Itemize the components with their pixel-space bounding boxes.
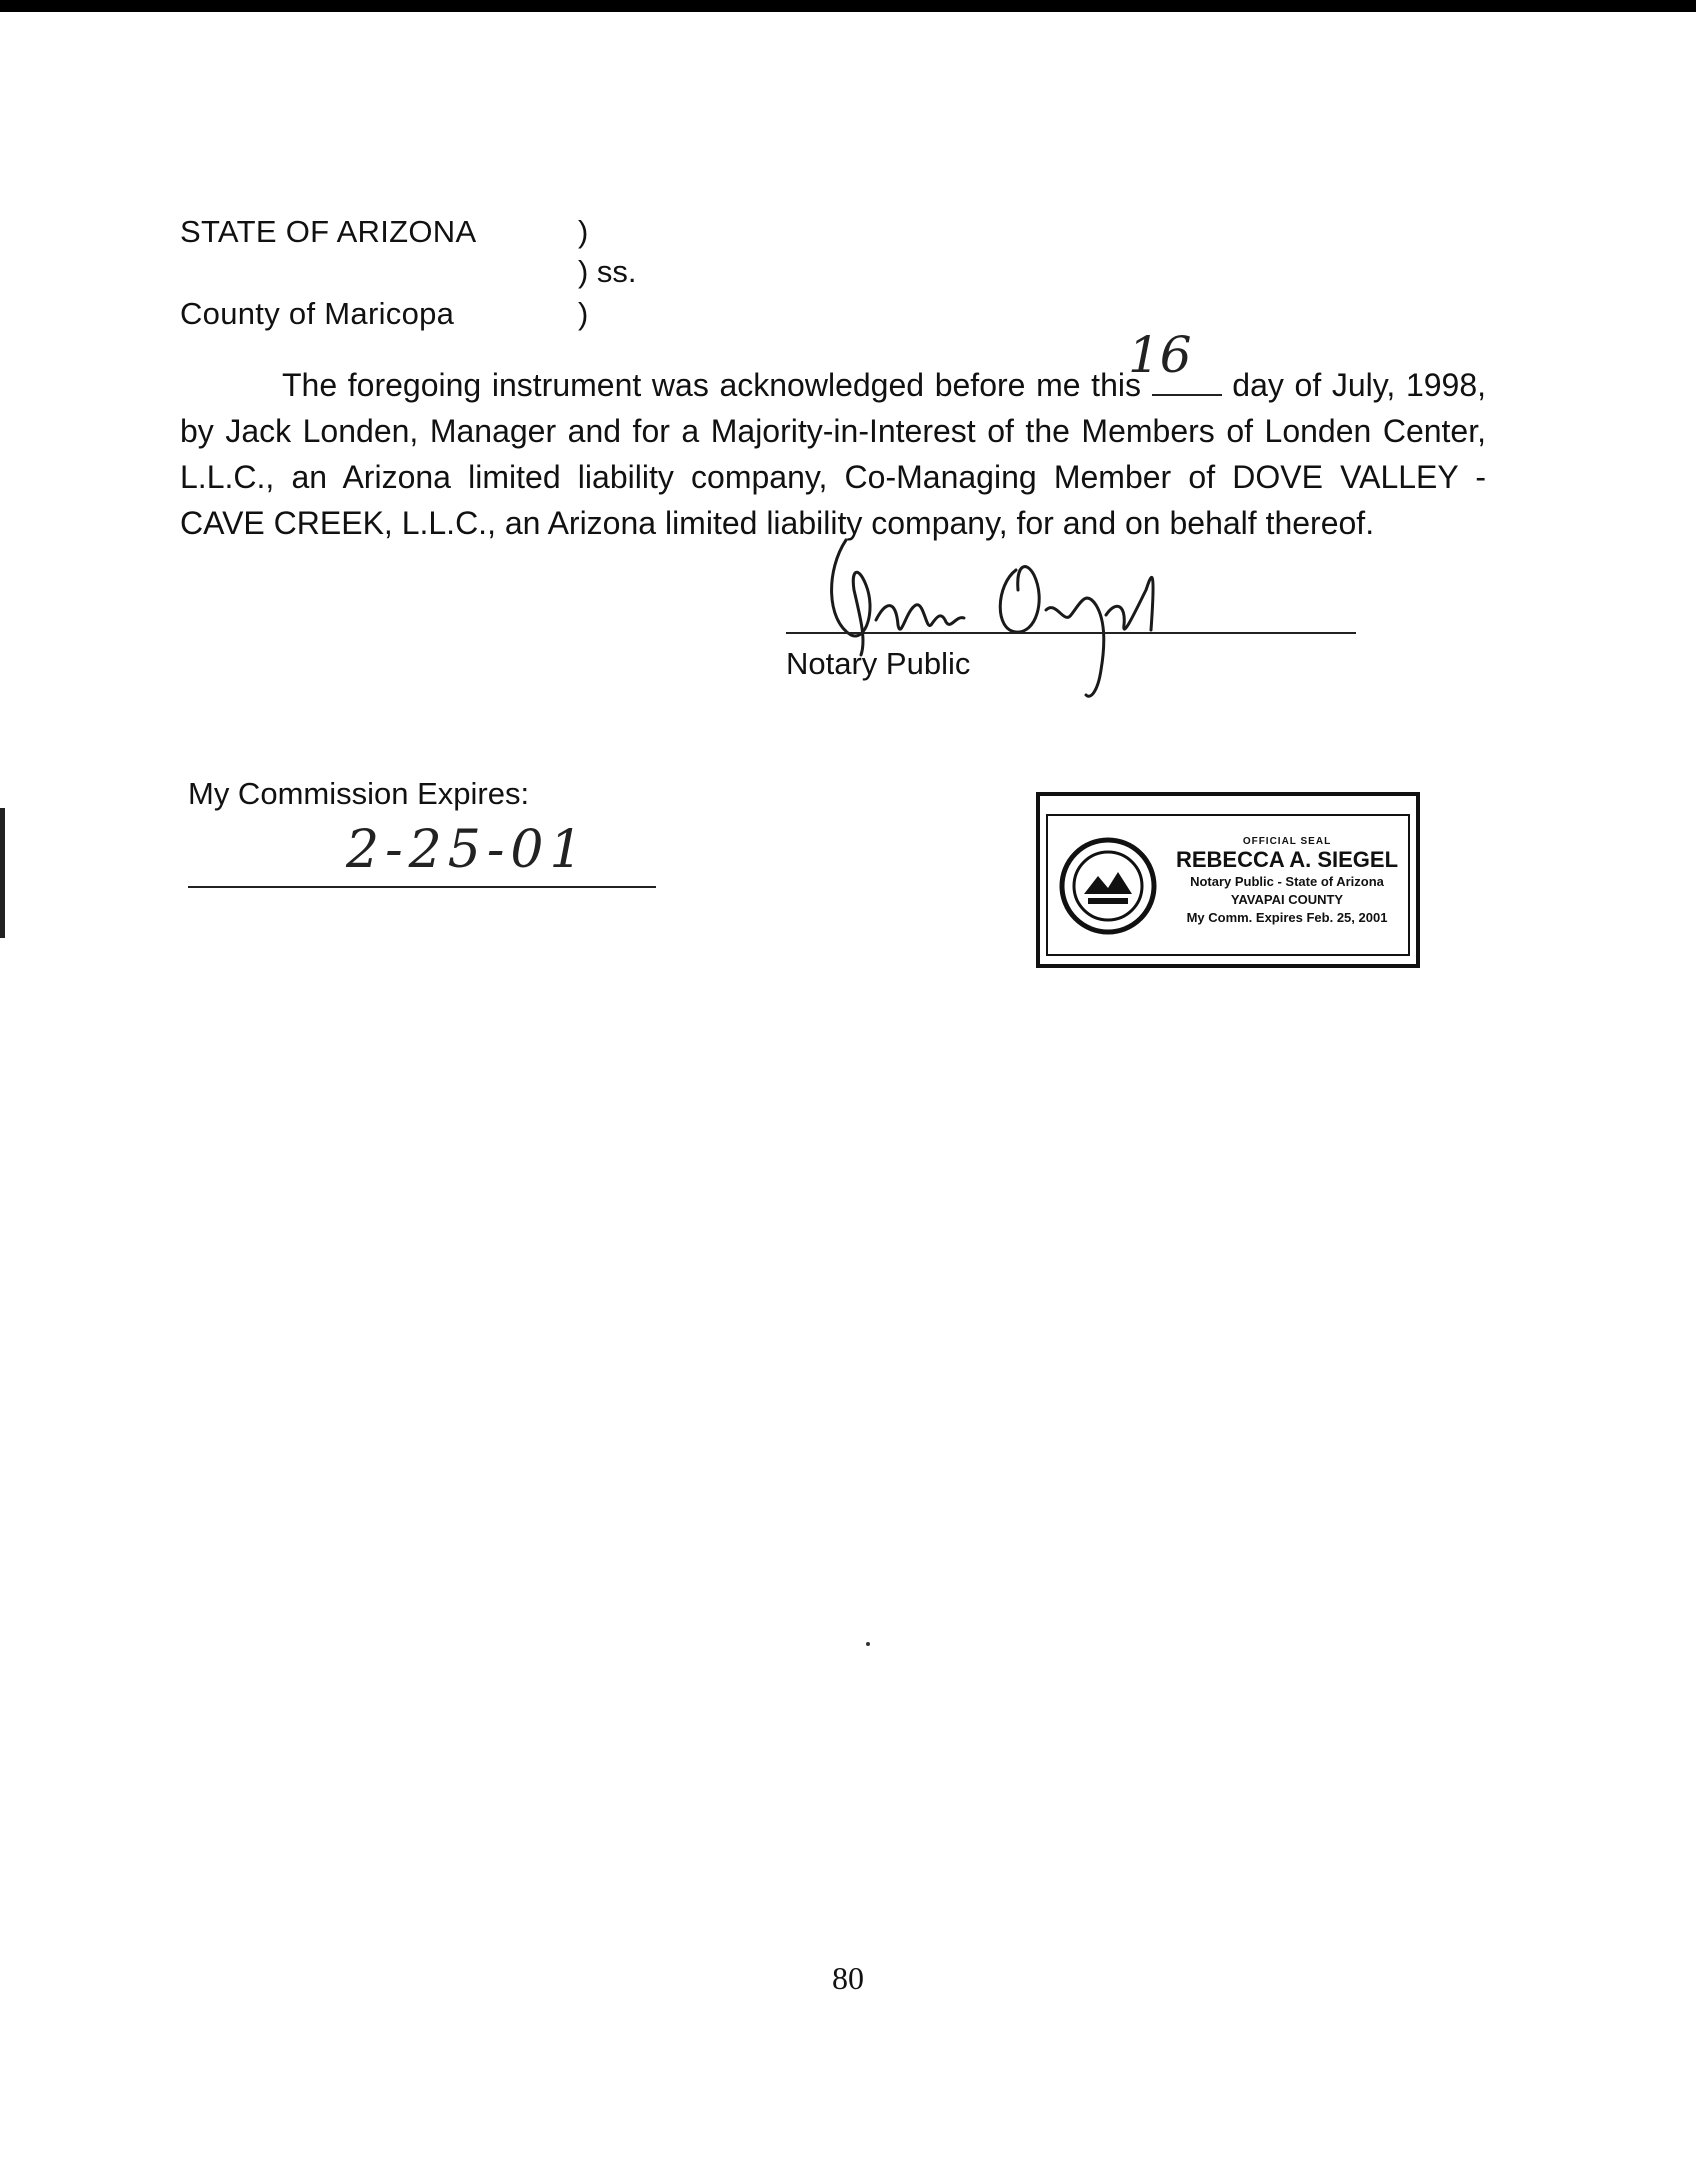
stamp-line1: Notary Public - State of Arizona [1190, 874, 1384, 889]
stamp-line3: My Comm. Expires Feb. 25, 2001 [1186, 910, 1388, 925]
page-number: 80 [832, 1960, 864, 1996]
stamp-line2: YAVAPAI COUNTY [1230, 892, 1344, 907]
signature-line [786, 632, 1356, 634]
commission-line [188, 886, 656, 888]
stamp-text-block [1158, 836, 1416, 927]
venue-paren-ss: ) ss. [578, 254, 637, 289]
scan-speck [866, 1642, 870, 1646]
ack-text-before-day: The foregoing instrument was acknowledged before me this [282, 367, 1141, 403]
state-seal-icon [1058, 836, 1158, 936]
venue-paren-top: ) [578, 214, 589, 249]
day-fill-line [1152, 393, 1222, 396]
notary-signature [806, 530, 1226, 710]
commission-label: My Commission Expires: [188, 776, 530, 811]
ack-text-after-day: day of July, 1998, by Jack Londen, Manager and for a Majority-in-Interest of the Members of Londen Center, L.L.C., an Arizona limited liability company, Co-Managing Member of DOVE VALLEY - CAVE CREEK, L.L.C., an Arizona limited liability company, for and on behalf thereof. [180, 367, 1487, 541]
handwritten-day: 16 [1128, 326, 1192, 384]
notary-public-label: Notary Public [786, 646, 971, 681]
venue-paren-bottom: ) [578, 296, 589, 331]
stamp-name: REBECCA A. SIEGEL [1175, 847, 1399, 872]
scan-top-border [0, 0, 1696, 12]
stamp-header: OFFICIAL SEAL [1242, 836, 1332, 847]
venue-state: STATE OF ARIZONA [180, 214, 477, 249]
commission-handwritten-date: 2-25-01 [346, 820, 589, 880]
notary-stamp [1036, 792, 1420, 968]
scan-edge-mark [0, 808, 5, 938]
acknowledgment-paragraph [180, 362, 1486, 546]
venue-county: County of Maricopa [180, 296, 455, 331]
